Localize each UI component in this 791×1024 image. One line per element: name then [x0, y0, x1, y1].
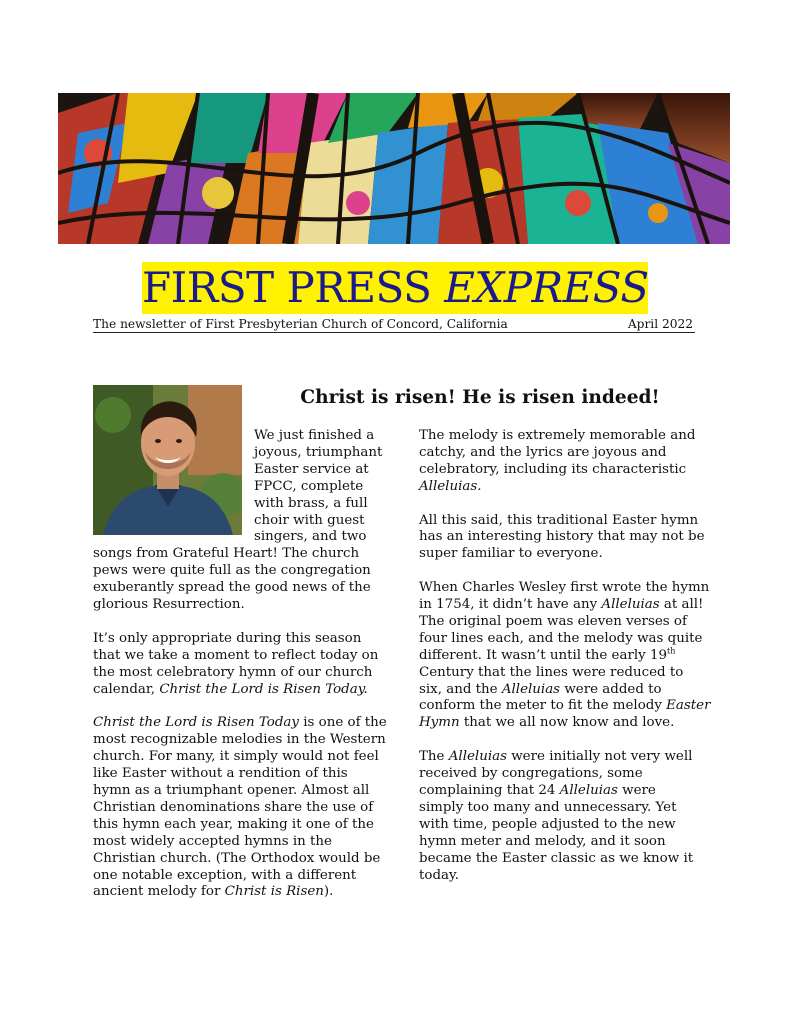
text-line: glorious Resurrection. [93, 597, 245, 613]
text-line: simply too many and unnecessary. Yet [419, 799, 677, 815]
text-line: All this said, this traditional Easter hymn [419, 512, 699, 528]
text-line: FPCC, complete [254, 478, 364, 494]
text-line: this hymn each year, making it one of the [93, 816, 374, 832]
text-line: We just finished a [254, 428, 375, 443]
text-run: The [419, 749, 449, 765]
text-run: is one of the [298, 715, 387, 731]
text-run: ancient melody for [93, 884, 225, 900]
text-run: conform the meter to fit the melody [419, 698, 667, 714]
text-line: the most celebratory hymn of our church [93, 664, 373, 680]
text-line [419, 682, 719, 699]
text-run: different. It wasn’t until the early 19 [419, 647, 667, 663]
stained-glass-banner [58, 93, 730, 244]
text-line [93, 884, 393, 901]
masthead-highlight [142, 262, 648, 314]
text-line: singers, and two [254, 529, 367, 545]
text-run: ). [323, 884, 334, 900]
text-line [419, 715, 719, 732]
text-line [419, 648, 719, 665]
text-run: complaining that 24 [419, 782, 560, 798]
text-line: today. [419, 867, 460, 883]
text-line [419, 597, 719, 614]
text-line: choir with guest [254, 512, 365, 528]
text-line: like Easter without a rendition of this [93, 766, 348, 782]
paragraph-1 [93, 428, 393, 614]
text-line: Christian church. (The Orthodox would be [93, 850, 381, 866]
hymn-title: Christ the Lord is Risen Today. [159, 681, 368, 697]
text-run: in 1754, it didn’t have any [419, 597, 602, 613]
text-run: six, and the [419, 681, 502, 697]
paragraph-3 [93, 715, 393, 901]
text-line: became the Easter classic as we know it [419, 850, 694, 866]
text-line: with time, people adjusted to the new [419, 816, 676, 832]
stained-glass-icon [58, 93, 730, 244]
text-line: exuberantly spread the good news of the [93, 580, 371, 596]
hymn-title: Christ is Risen [224, 884, 324, 900]
text-line: It’s only appropriate during this season [93, 630, 362, 646]
text-line: Easter service at [254, 461, 369, 477]
text-run: calendar, [93, 681, 160, 697]
text-line: joyous, triumphant [254, 444, 383, 460]
text-line: received by congregations, some [419, 766, 643, 782]
paragraph-6 [419, 580, 719, 732]
text-line: hymn meter and melody, and it soon [419, 833, 666, 849]
hymn-title: Easter [666, 698, 711, 714]
paragraph-4 [419, 428, 719, 496]
text-line [93, 682, 393, 699]
text-line: hymn as a triumphant opener. Almost all [93, 783, 370, 798]
newsletter-subtitle-line [93, 316, 695, 333]
text-line: celebratory, including its characteristic [419, 461, 687, 477]
text-line: Christian denominations share the use of [93, 799, 374, 815]
hymn-title: Christ the Lord is Risen Today [93, 715, 299, 731]
article-column-2 [419, 428, 719, 901]
text-run: were added to [560, 681, 662, 697]
emphasis: Alleluias [501, 681, 561, 697]
text-line: most recognizable melodies in the Western [93, 732, 386, 748]
text-line: When Charles Wesley first wrote the hymn [419, 580, 710, 596]
superscript: th [667, 646, 676, 656]
text-line [419, 783, 719, 800]
hymn-title: Hymn [419, 715, 460, 731]
text-line [93, 715, 393, 732]
newsletter-title [142, 264, 648, 312]
text-line: pews were quite full as the congregation [93, 563, 371, 579]
text-line: most widely accepted hymns in the [93, 833, 332, 849]
text-line: with brass, a full [254, 495, 368, 511]
text-line: super familiar to everyone. [419, 546, 603, 562]
emphasis: Alleluias [448, 749, 507, 765]
newsletter-subtitle: The newsletter of First Presbyterian Church of Concord, California [93, 317, 508, 331]
text-line: church. For many, it simply would not feel [93, 749, 379, 765]
issue-date: April 2022 [627, 317, 693, 331]
title-italic: EXPRESS [444, 263, 649, 312]
text-run: that we all now know and love. [459, 715, 675, 731]
paragraph-5 [419, 513, 719, 564]
text-line [419, 749, 719, 766]
text-run: were initially not very well [506, 749, 693, 765]
text-line: four lines each, and the melody was quite [419, 630, 703, 646]
emphasis: Alleluias [601, 597, 660, 613]
text-line: has an interesting history that may not be [419, 529, 705, 545]
emphasis: Alleluias [559, 782, 618, 798]
text-line: songs from Grateful Heart! The church [93, 546, 360, 562]
text-line: The melody is extremely memorable and [419, 428, 696, 443]
text-run: at all! [659, 597, 704, 613]
title-plain: FIRST PRESS [142, 263, 445, 312]
text-line: catchy, and the lyrics are joyous and [419, 444, 667, 460]
text-run: were [617, 782, 656, 798]
text-line: Century that the lines were reduced to [419, 664, 684, 680]
text-line: The original poem was eleven verses of [419, 613, 687, 629]
article-headline: Christ is risen! He is risen indeed! [300, 387, 660, 408]
paragraph-2 [93, 631, 393, 699]
text-line: that we take a moment to reflect today on [93, 647, 379, 663]
text-line: one notable exception, with a different [93, 867, 357, 883]
text-line [419, 479, 719, 496]
text-line [419, 698, 719, 715]
article-column-1 [93, 428, 393, 918]
emphasis: Alleluias. [419, 478, 482, 494]
paragraph-7 [419, 749, 719, 884]
